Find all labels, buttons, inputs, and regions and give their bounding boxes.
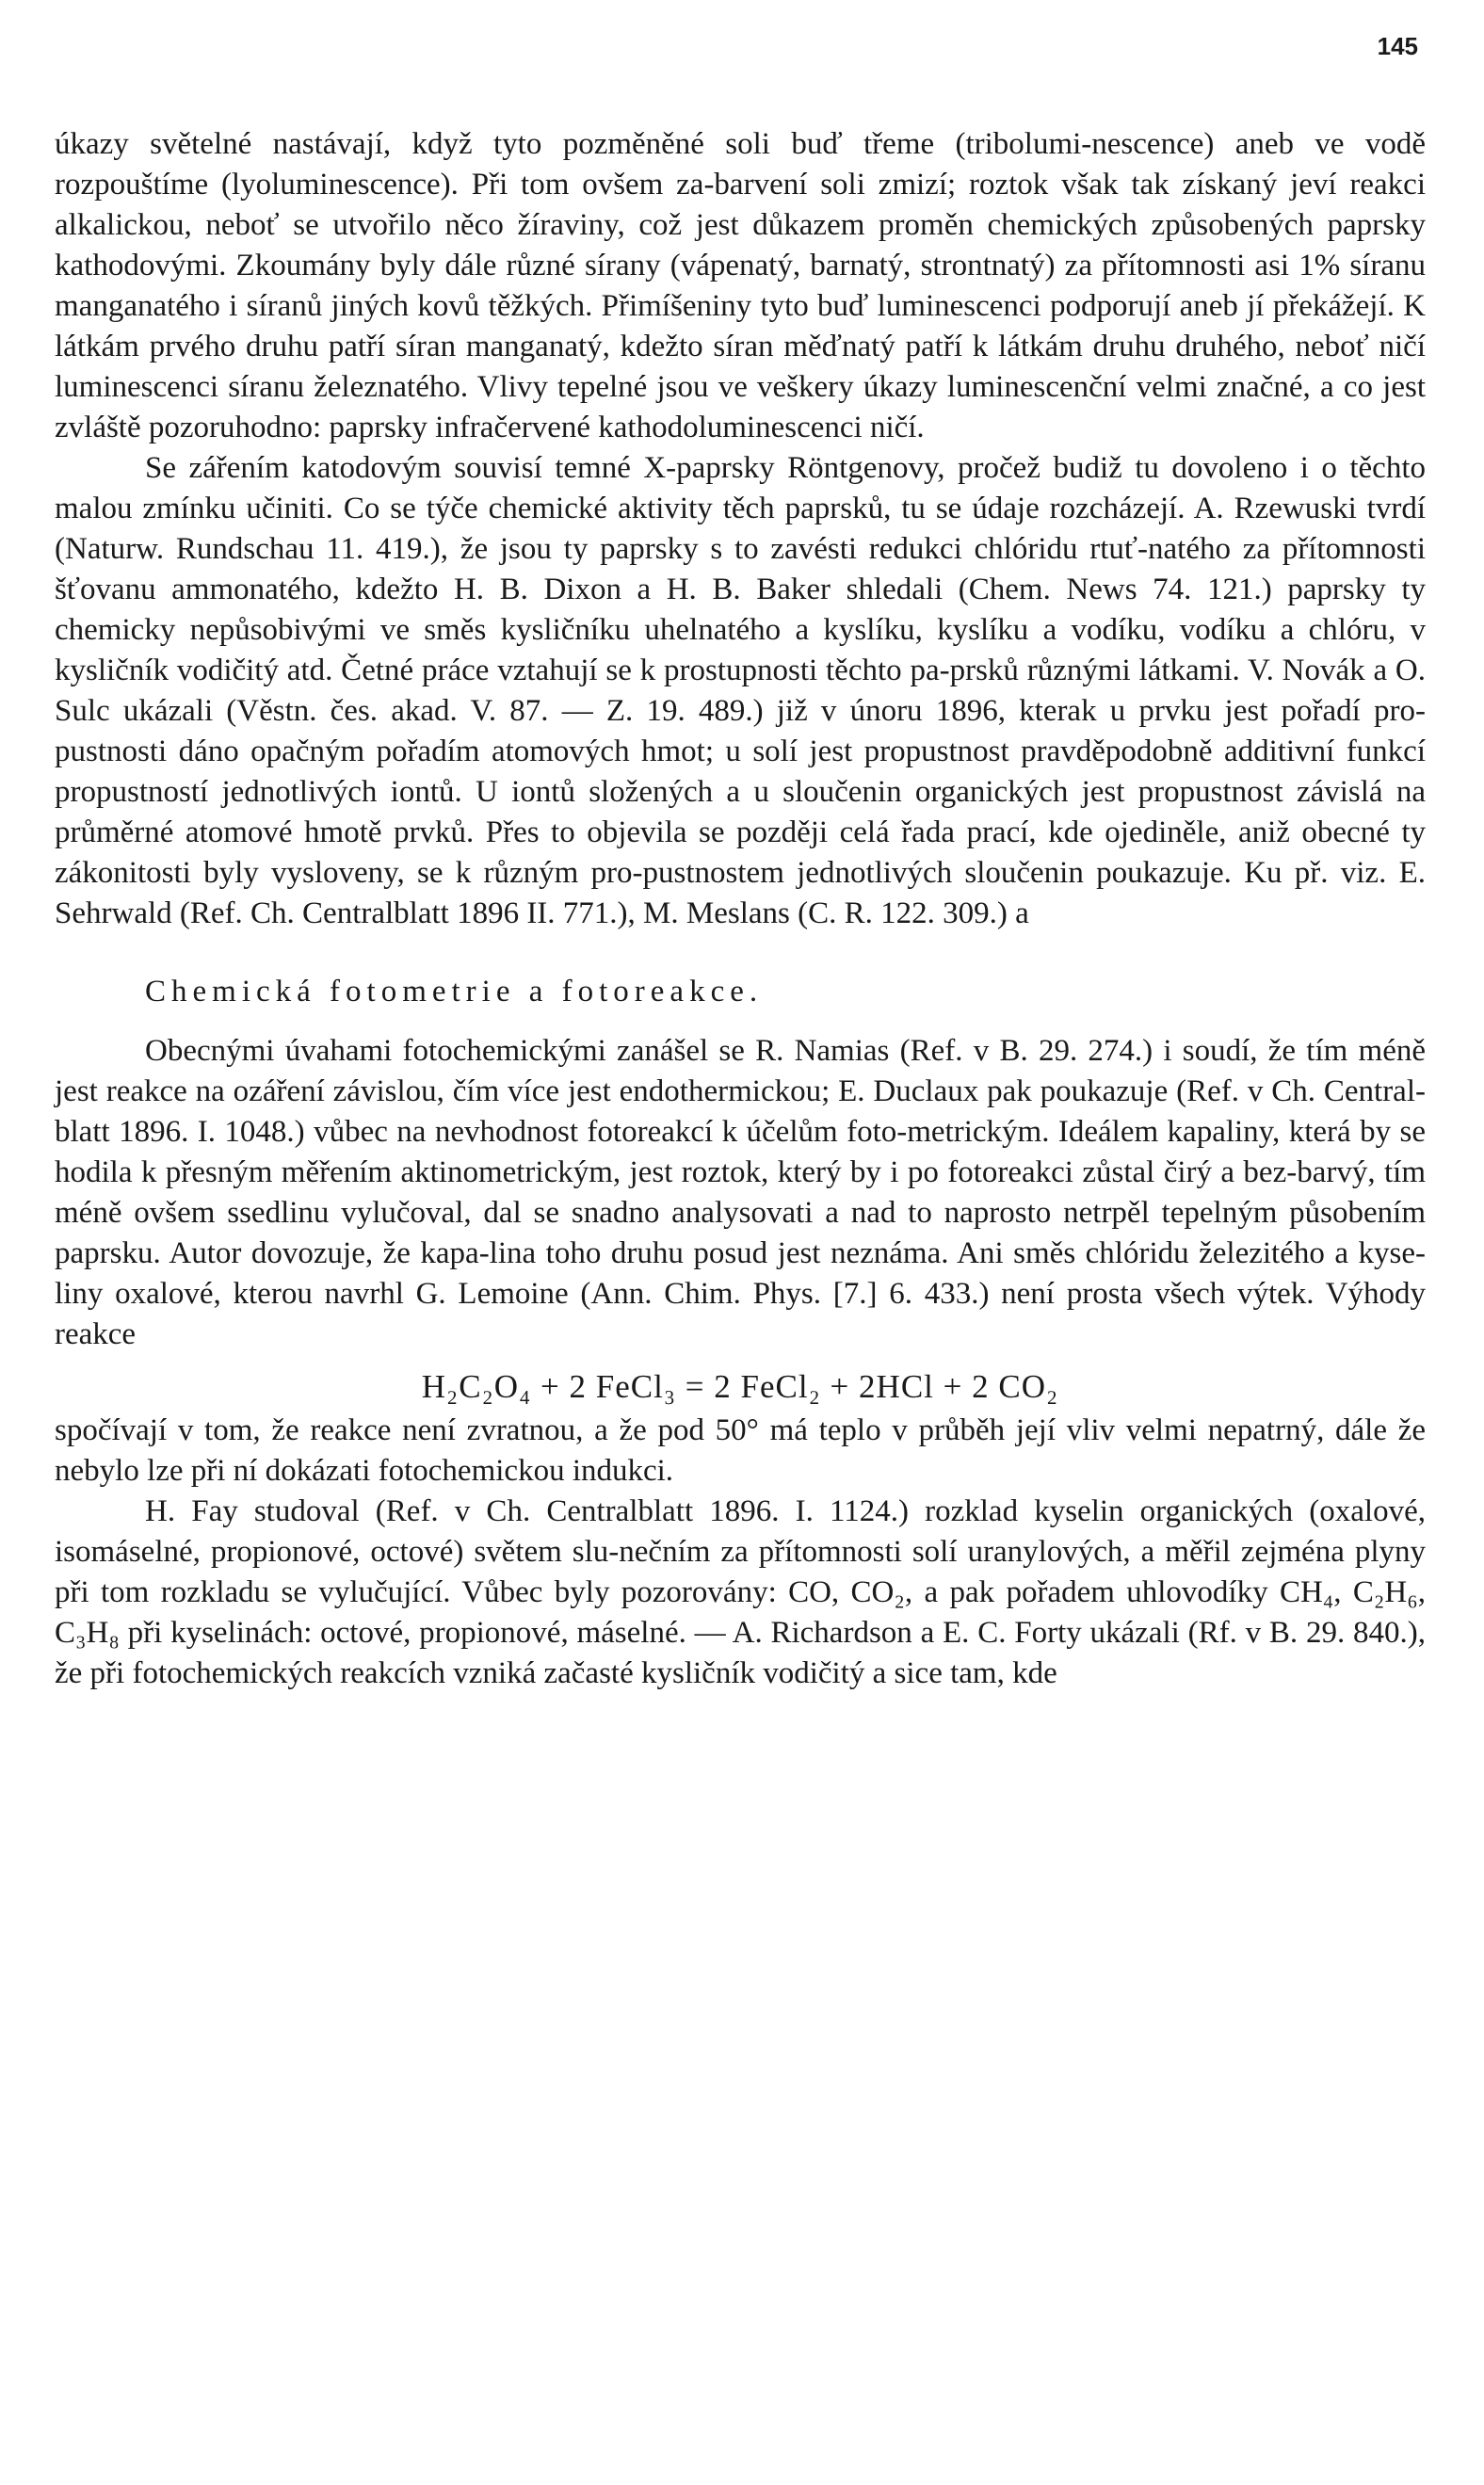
page-number: 145 [1377,32,1418,60]
paragraph-photometry: Obecnými úvahami fotochemickými zanášel se R. Namias (Ref. v B. 29. 274.) i soudí, že tím méně jest reakce na ozáření závislou, čím více jest endothermickou; E. Duclaux pak poukazuje (Ref. v Ch. Central-blatt 1896. I. 1048.) vůbec na nevhodnost fotoreakcí k účelům foto-metrickým. Ideálem kapaliny, která by se hodila k přesným měřením aktinometrickým, jest roztok, který by i po fotoreakci zůstal čirý a bez-barvý, tím méně ovšem ssedlinu vylučoval, dal se snadno analysovati a nad to naprosto netrpěl tepelným působením paprsku. Autor dovozuje, že kapa-lina toho druhu posud jest neznáma. Ani směs chlóridu železitého a kyse-liny oxalové, kterou navrhl G. Lemoine (Ann. Chim. Phys. [7.] 6. 433.) není prosta všech výtek. Výhody reakce [55,1034,1426,1351]
paragraph-organic-acids: H. Fay studoval (Ref. v Ch. Centralblatt 1896. I. 1124.) rozklad kyselin organických (oxalové, isomáselné, propionové, octové) světem slu-nečním za přítomnosti solí uranylových, a měřil zejména plyny při tom rozkladu se vylučující. Vůbec byly pozorovány: CO, CO₂, a pak pořadem uhlovodíky CH₄, C₂H₆, C₃H₈ při kyselinách: octové, propionové, máselné. — A. Richardson a E. C. Forty ukázali (Rf. v B. 29. 840.), že při fotochemických reakcích vzniká začasté kysličník vodičitý a sice tam, kde [55,1494,1426,1690]
paragraph-luminescence: úkazy světelné nastávají, když tyto pozměněné soli buď třeme (tribolumi-nescence) aneb ve vodě rozpouštíme (lyoluminescence). Při tom ovšem za-barvení soli zmizí; roztok však tak získaný jeví reakci alkalickou, neboť se utvořilo něco žíraviny, což jest důkazem proměn chemických způsobených paprsky kathodovými. Zkoumány byly dále různé sírany (vápenatý, barnatý, strontnatý) za přítomnosti asi 1% síranu manganatého i síranů jiných kovů těžkých. Přimíšeniny tyto buď luminescenci podporují aneb jí překážejí. K látkám prvého druhu patří síran manganatý, kdežto síran měďnatý patří k látkám druhu druhého, neboť ničí luminescenci síranu železnatého. Vlivy tepelné jsou ve veškery úkazy luminescenční velmi značné, a co jest zvláště pozoruhodno: paprsky infračervené kathodoluminescenci ničí. [55,127,1426,444]
paragraph-x-rays: Se zářením katodovým souvisí temné X-paprsky Röntgenovy, pročež budiž tu dovoleno i o těchto malou zmínku učiniti. Co se týče chemické aktivity těch paprsků, tu se údaje rozcházejí. A. Rzewuski tvrdí (Naturw. Rundschau 11. 419.), že jsou ty paprsky s to zavésti redukci chlóridu rtuť-natého za přítomnosti šťovanu ammonatého, kdežto H. B. Dixon a H. B. Baker shledali (Chem. News 74. 121.) paprsky ty chemicky nepůsobivými ve směs kysličníku uhelnatého a kyslíku, kyslíku a vodíku, vodíku a chlóru, v kysličník vodičitý atd. Četné práce vztahují se k prostupnosti těchto pa-prsků různými látkami. V. Novák a O. Sulc ukázali (Věstn. čes. akad. V. 87. — Z. 19. 489.) již v únoru 1896, kterak u prvku jest pořadí pro-pustnosti dáno opačným pořadím atomových hmot; u solí jest propustnost pravděpodobně additivní funkcí propustností jednotlivých iontů. U iontů složených a u sloučenin organických jest propustnost závislá na průměrné atomové hmotě prvků. Přes to objevila se později celá řada prací, kde ojediněle, aniž obecné ty zákonitosti byly vysloveny, se k různým pro-pustnostem jednotlivých sloučenin poukazuje. Ku př. viz. E. Sehrwald (Ref. Ch. Centralblatt 1896 II. 771.), M. Meslans (C. R. 122. 309.) a [55,451,1426,930]
paragraph-reaction-advantages: spočívají v tom, že reakce není zvratnou, a že pod 50° má teplo v průběh její vliv velmi nepatrný, dále že nebylo lze při ní dokázati fotochemickou indukci. [55,1413,1426,1488]
section-heading: Chemická fotometrie a fotoreakce. [145,975,764,1009]
page-body [55,124,1426,1694]
chemical-equation: H₂C₂O₄ + 2 FeCl₃ = 2 FeCl₂ + 2HCl + 2 CO₂ [421,1368,1059,1405]
